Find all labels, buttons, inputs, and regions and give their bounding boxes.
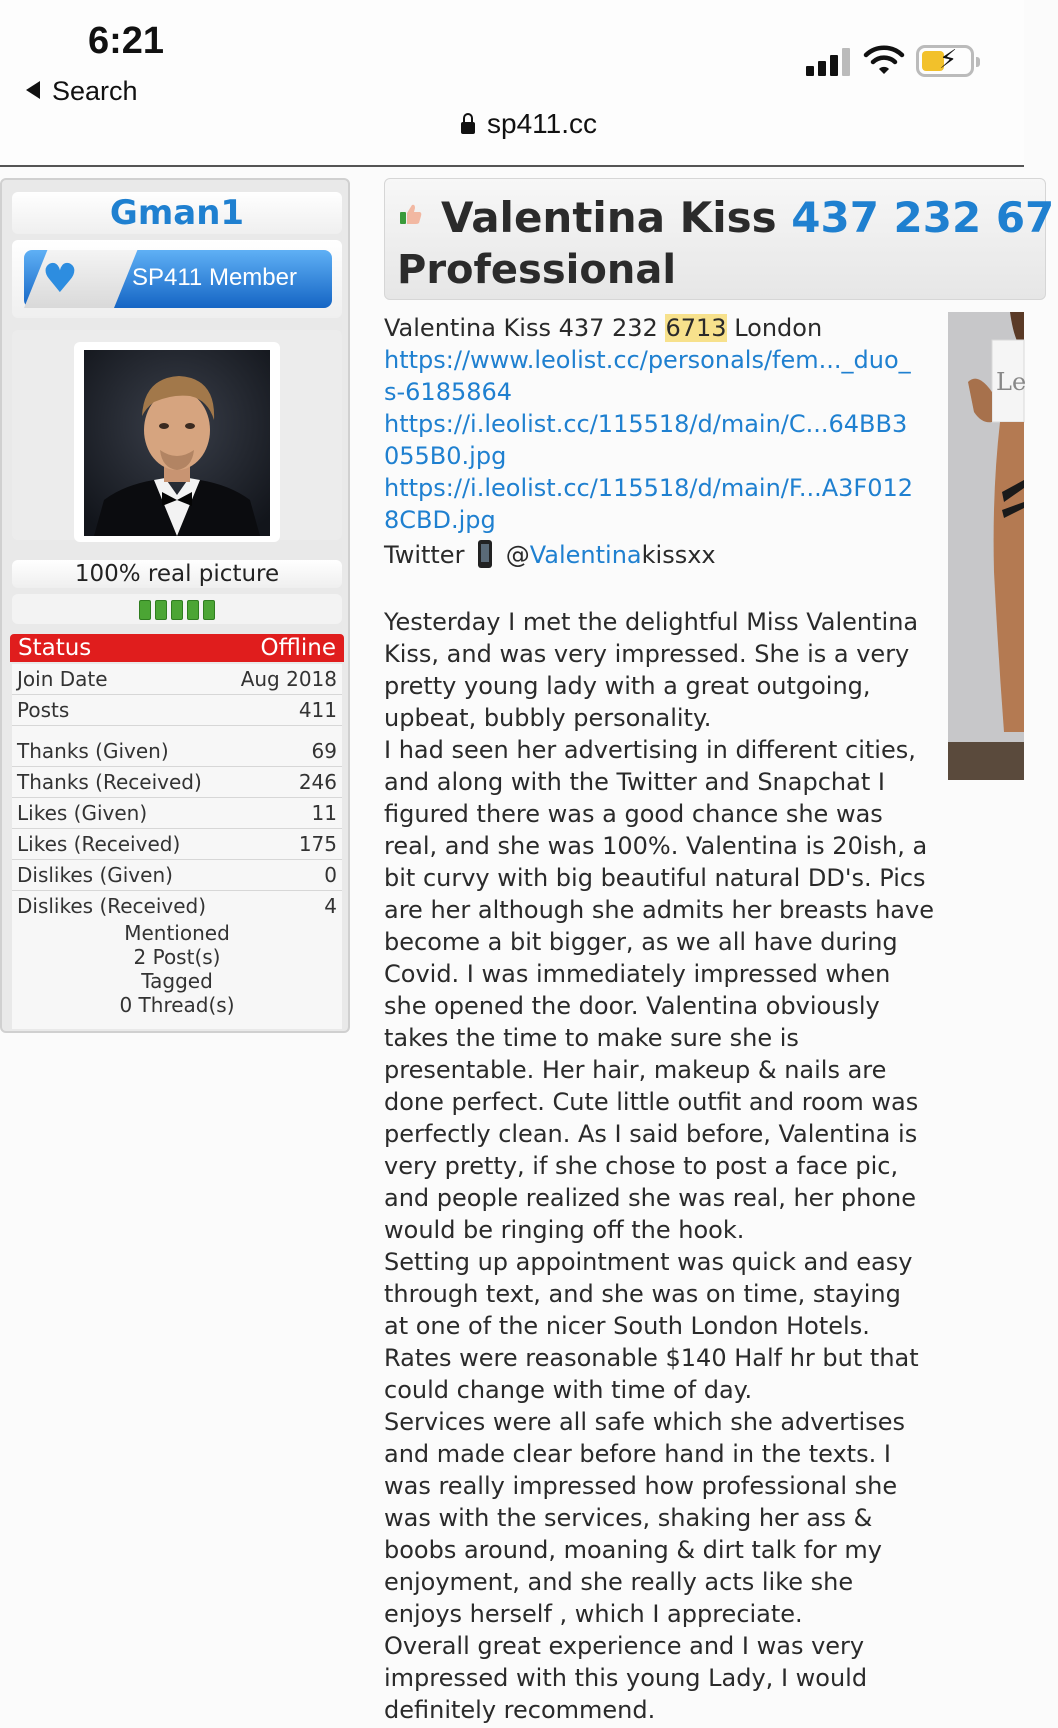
post-content <box>384 312 949 1726</box>
stat-row <box>12 829 342 860</box>
stat-value: 246 <box>298 770 337 794</box>
user-info-sidebar <box>0 178 350 1033</box>
post-link[interactable]: https://i.leolist.cc/115518/d/main/F...A3F012 <box>384 474 914 502</box>
member-rank-badge <box>24 250 332 308</box>
rank-panel <box>12 240 342 318</box>
post-body-line: at one of the nicer South London Hotels. <box>384 1312 870 1340</box>
stat-label: Posts <box>17 698 70 722</box>
status-value: Offline <box>260 635 336 661</box>
real-picture-label: 100% real picture <box>12 560 342 588</box>
username-link[interactable]: Gman1 <box>12 192 342 234</box>
thread-title <box>441 193 1054 242</box>
post-body-line: Setting up appointment was quick and easy <box>384 1248 913 1276</box>
stat-value: 69 <box>311 739 337 763</box>
post-body-line: Kiss, and was very impressed. She is a very <box>384 640 910 668</box>
twitter-line <box>384 539 949 571</box>
post-body-line: very pretty, if she chose to post a face pic, <box>384 1152 899 1180</box>
stat-label: Thanks (Received) <box>17 770 202 794</box>
post-body-line: was really impressed how professional she <box>384 1472 898 1500</box>
post-body <box>384 606 949 1726</box>
post-body-line: Covid. I was immediately impressed when <box>384 960 891 988</box>
post-body-line: through text, and she was on time, staying <box>384 1280 901 1308</box>
stat-value: 4 <box>324 894 337 918</box>
post-body-line: perfectly clean. As I said before, Valentina is <box>384 1120 918 1148</box>
avatar-panel <box>12 330 342 540</box>
twitter-at: @ <box>505 541 530 569</box>
highlighted-number: 6713 <box>665 314 727 342</box>
status-row <box>10 634 344 662</box>
post-body-line: Services were all safe which she advertises <box>384 1408 905 1436</box>
status-label: Status <box>18 635 92 661</box>
twitter-label: Twitter <box>384 541 465 569</box>
post-body-line: and people realized she was real, her phone <box>384 1184 917 1212</box>
back-arrow-icon <box>26 81 40 99</box>
post-body-line: boobs around, moaning & dirt talk for my <box>384 1536 883 1564</box>
post-body-line: and made clear before hand in the texts. I <box>384 1440 891 1468</box>
post-body-line: upbeat, bubbly personality. <box>384 704 712 732</box>
post-body-line: she opened the door. Valentina obviously <box>384 992 880 1020</box>
intro-prefix: Valentina Kiss 437 232 <box>384 314 658 342</box>
post-body-line: could change with time of day. <box>384 1376 753 1404</box>
twitter-link[interactable]: Valentina <box>529 541 642 569</box>
stat-row <box>12 695 342 726</box>
rank-label: SP411 Member <box>132 264 297 291</box>
post-link[interactable]: s-6185864 <box>384 378 513 406</box>
post-body-line: real, and she was 100%. Valentina is 20ish, a <box>384 832 928 860</box>
heart-icon: ♥ <box>42 256 78 302</box>
post-body-line: would be ringing off the hook. <box>384 1216 745 1244</box>
stat-label: Dislikes (Given) <box>17 863 173 887</box>
post-body-line: become a bit bigger, as we all have during <box>384 928 898 956</box>
post-body-line: enjoyment, and she really acts like she <box>384 1568 854 1596</box>
post-link[interactable]: 8CBD.jpg <box>384 506 496 534</box>
stat-row <box>12 798 342 829</box>
mentioned-link[interactable]: 2 Post(s) <box>133 945 221 969</box>
url-text: sp411.cc <box>487 108 597 139</box>
intro-suffix: London <box>734 314 823 342</box>
post-body-line: figured there was a good chance she was <box>384 800 883 828</box>
stat-row <box>12 891 342 921</box>
reputation-bar <box>155 600 167 620</box>
mentioned-label: Mentioned <box>124 921 230 945</box>
photo-sign-text: Le <box>996 368 1027 396</box>
thumbs-up-icon <box>399 203 423 225</box>
twitter-rest: kissxx <box>641 541 716 569</box>
avatar[interactable] <box>84 350 270 536</box>
stat-value: 11 <box>311 801 337 825</box>
user-stats <box>12 664 342 1029</box>
stat-label: Likes (Received) <box>17 832 181 856</box>
stat-row <box>12 664 342 695</box>
wifi-icon <box>864 44 904 76</box>
battery-icon: ⚡ <box>916 45 974 77</box>
post-body-line: enjoys herself , which I appreciate. <box>384 1600 803 1628</box>
post-body-line: presentable. Her hair, makeup & nails are <box>384 1056 887 1084</box>
post-body-line: Yesterday I met the delightful Miss Valentina <box>384 608 919 636</box>
post-photo[interactable] <box>948 312 1027 780</box>
stat-row <box>12 860 342 891</box>
post-link[interactable]: 055B0.jpg <box>384 442 507 470</box>
tagged-label: Tagged <box>141 969 213 993</box>
clock: 6:21 <box>88 20 165 62</box>
post-body-line: impressed with this young Lady, I would <box>384 1664 868 1692</box>
cellular-signal-icon <box>806 48 854 76</box>
reputation-bar <box>139 600 151 620</box>
stat-value: 0 <box>324 863 337 887</box>
mobile-phone-icon <box>478 540 492 568</box>
status-bar <box>0 0 1024 165</box>
stat-label: Thanks (Given) <box>17 739 169 763</box>
back-label: Search <box>52 76 138 106</box>
post-body-line: Rates were reasonable $140 Half hr but that <box>384 1344 919 1372</box>
toolbar-divider <box>0 165 1024 167</box>
reputation-bar <box>187 600 199 620</box>
post-body-line: bit curvy with big beautiful natural DD's. Pics <box>384 864 926 892</box>
reputation-bars <box>12 594 342 624</box>
stat-value: 411 <box>298 698 337 722</box>
reputation-bar <box>203 600 215 620</box>
stat-row <box>12 767 342 798</box>
stat-label: Join Date <box>17 667 108 691</box>
back-to-search-button[interactable] <box>26 76 138 107</box>
post-body-line: Overall great experience and I was very <box>384 1632 865 1660</box>
thread-title-box <box>384 178 1055 300</box>
post-body-line: was with the services, shaking her ass & <box>384 1504 873 1532</box>
tagged-link[interactable]: 0 Thread(s) <box>119 993 235 1017</box>
post-body-line: and along with the Twitter and Snapchat I <box>384 768 885 796</box>
post-body-line: pretty young lady with a great outgoing, <box>384 672 871 700</box>
title-name: Valentina Kiss <box>441 193 777 242</box>
post-body-line: done perfect. Cute little outfit and room was <box>384 1088 919 1116</box>
intro-line <box>384 312 949 344</box>
lock-icon <box>461 122 475 134</box>
post-link[interactable]: https://www.leolist.cc/personals/fem..._duo_ <box>384 346 911 374</box>
post-body-line: definitely recommend. <box>384 1696 656 1724</box>
post-body-line: I had seen her advertising in different cities, <box>384 736 916 764</box>
stat-value: 175 <box>298 832 337 856</box>
post-body-line: takes the time to make sure she is <box>384 1024 799 1052</box>
avatar-frame <box>74 342 280 542</box>
stat-label: Likes (Given) <box>17 801 148 825</box>
stat-value: Aug 2018 <box>240 667 337 691</box>
address-bar[interactable] <box>0 108 1058 140</box>
title-phone: 437 232 67 <box>791 193 1055 242</box>
stat-row <box>12 736 342 767</box>
thread-title-line2: Professional <box>397 247 677 293</box>
stat-label: Dislikes (Received) <box>17 894 207 918</box>
reputation-bar <box>171 600 183 620</box>
post-link[interactable]: https://i.leolist.cc/115518/d/main/C...64BB3 <box>384 410 908 438</box>
post-body-line: are her although she admits her breasts have <box>384 896 934 924</box>
